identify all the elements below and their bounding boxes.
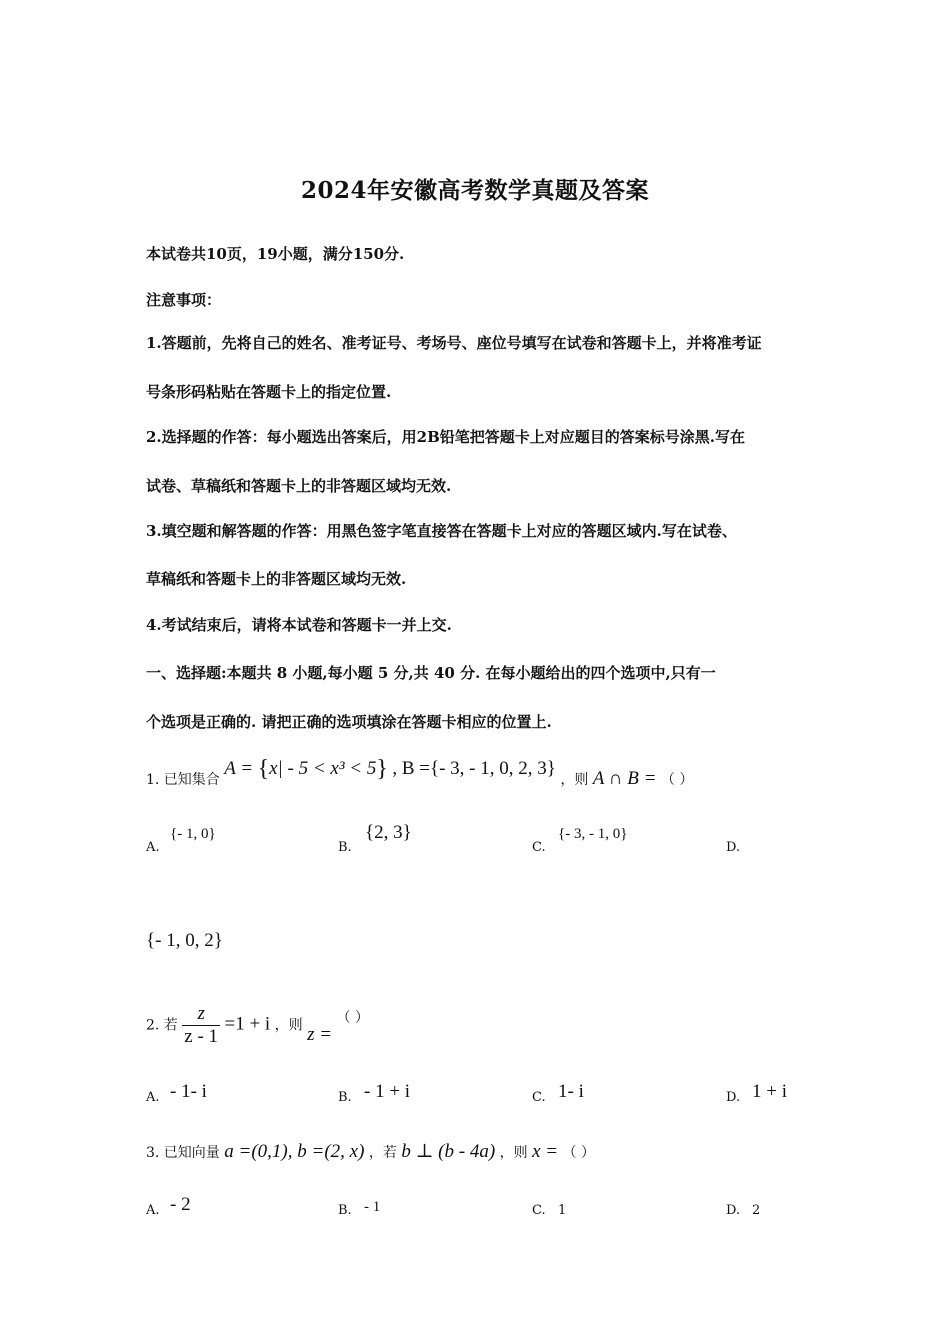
question-number: 1. 已知集合 bbox=[146, 771, 220, 788]
section-heading: 个选项是正确的. 请把正确的选项填涂在答题卡相应的位置上. bbox=[146, 713, 552, 731]
question-3 bbox=[146, 1140, 595, 1163]
option-value: - 1 bbox=[364, 1199, 381, 1215]
question-text: ，则 bbox=[560, 771, 589, 788]
question-number: 2. 若 bbox=[146, 1017, 178, 1034]
section-heading: 一、选择题:本题共 8 小题,每小题 5 分,共 40 分. 在每小题给出的四个选项中,只有一 bbox=[146, 664, 716, 682]
option-value: 1 + i bbox=[752, 1081, 787, 1102]
math-expression: , B ={- 3, - 1, 0, 2, 3} bbox=[392, 757, 556, 779]
option-letter: D. bbox=[726, 840, 741, 855]
option-value: - 1- i bbox=[170, 1081, 207, 1102]
note-line: 草稿纸和答题卡上的非答题区域均无效. bbox=[146, 570, 407, 588]
option-value: {- 3, - 1, 0} bbox=[558, 826, 628, 842]
math-expression: A ∩ B = bbox=[592, 767, 657, 789]
note-line: 3.填空题和解答题的作答：用黑色签字笔直接答在答题卡上对应的答题区域内.写在试卷、 bbox=[146, 522, 737, 540]
question-text: ，若 bbox=[368, 1145, 397, 1161]
option-letter: D. bbox=[726, 1090, 741, 1105]
math-expression: x| - 5 < x³ < 5 bbox=[269, 757, 377, 779]
answer-paren: （ ） bbox=[562, 1145, 595, 1161]
page-title: 2024年安徽高考数学真题及答案 bbox=[300, 177, 649, 204]
intro-text: 本试卷共10页，19小题，满分150分. bbox=[146, 245, 405, 263]
question-text: ，则 bbox=[274, 1017, 303, 1034]
option-letter: B. bbox=[338, 1090, 352, 1105]
notice-heading: 注意事项： bbox=[146, 291, 222, 309]
option-letter: C. bbox=[532, 1090, 546, 1105]
note-line: 试卷、草稿纸和答题卡上的非答题区域均无效. bbox=[146, 477, 452, 495]
note-line: 2.选择题的作答：每小题选出答案后，用2B铅笔把答题卡上对应题目的答案标号涂黑.写在 bbox=[146, 428, 746, 446]
option-letter: C. bbox=[532, 1203, 546, 1218]
option-letter: A. bbox=[146, 1090, 160, 1105]
option-letter: B. bbox=[338, 840, 352, 855]
option-value: {- 1, 0, 2} bbox=[146, 930, 223, 951]
math-expression: =1 + i bbox=[224, 1013, 271, 1035]
math-expression: z = bbox=[307, 1023, 333, 1045]
fraction-numerator: z bbox=[182, 1003, 220, 1026]
option-letter: A. bbox=[146, 840, 160, 855]
note-line: 1.答题前，先将自己的姓名、准考证号、考场号、座位号填写在试卷和答题卡上，并将准考证 bbox=[146, 334, 762, 352]
answer-paren: （ ） bbox=[660, 771, 694, 788]
math-expression: A = bbox=[224, 757, 254, 779]
option-value: 1 bbox=[558, 1203, 567, 1218]
answer-paren: （ ） bbox=[336, 1009, 369, 1026]
option-letter: D. bbox=[726, 1203, 741, 1218]
option-value: - 2 bbox=[170, 1194, 191, 1215]
option-letter: A. bbox=[146, 1203, 160, 1218]
math-expression: b ⊥ (b - 4a) bbox=[401, 1141, 496, 1162]
note-line: 4.考试结束后，请将本试卷和答题卡一并上交. bbox=[146, 616, 452, 634]
question-2 bbox=[146, 1003, 369, 1048]
option-value: 1- i bbox=[558, 1081, 584, 1102]
option-value: {- 1, 0} bbox=[170, 826, 216, 842]
question-text: ，则 bbox=[499, 1145, 528, 1161]
math-expression: a =(0,1), b =(2, x) bbox=[224, 1141, 365, 1162]
option-letter: B. bbox=[338, 1203, 352, 1218]
note-line: 号条形码粘贴在答题卡上的指定位置. bbox=[146, 383, 392, 401]
question-number: 3. 已知向量 bbox=[146, 1145, 220, 1161]
fraction-denominator: z - 1 bbox=[184, 1026, 219, 1047]
math-expression: x = bbox=[532, 1141, 559, 1162]
option-value: - 1 + i bbox=[364, 1081, 411, 1102]
option-value: {2, 3} bbox=[365, 822, 412, 843]
option-value: 2 bbox=[752, 1203, 761, 1218]
question-1: 1. 已知集合 A = {x| - 5 < x³ < 5} , B ={- 3, - 1, 0, 2, 3} ，则 A ∩ B = （ ） bbox=[146, 756, 694, 789]
option-letter: C. bbox=[532, 840, 546, 855]
